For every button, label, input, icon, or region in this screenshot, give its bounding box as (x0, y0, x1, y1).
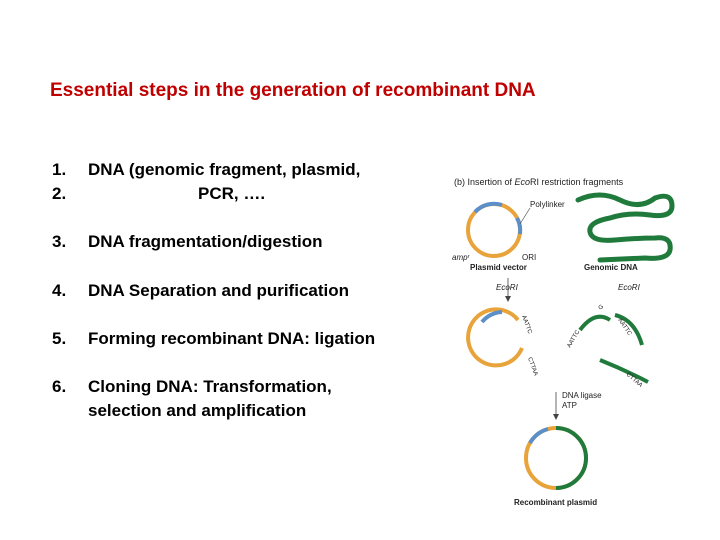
sticky-end-label: CTTAA (624, 371, 644, 389)
step-number: 6. (52, 377, 67, 396)
step-text: Forming recombinant DNA: ligation (88, 329, 376, 348)
step-6-continuation: selection and amplification (88, 401, 307, 420)
polylinker-leader (520, 208, 530, 224)
recombinant-plasmid-label: Recombinant plasmid (514, 498, 598, 507)
sticky-end-label: AATTC (616, 317, 633, 337)
ori-label: ORI (522, 253, 537, 262)
step-number: 3. (52, 232, 67, 251)
cut-plasmid (468, 309, 522, 365)
amp-label: ampʳ (452, 253, 470, 262)
step-1 (52, 160, 360, 180)
step-2 (52, 184, 265, 204)
step-3 (52, 232, 323, 252)
step-text: DNA Separation and purification (88, 281, 350, 300)
step-text: PCR, …. (198, 184, 266, 203)
polylinker-label: Polylinker (530, 200, 565, 209)
ligase-label: DNA ligase (562, 391, 602, 400)
slide-title: Essential steps in the generation of recombinant DNA (50, 80, 536, 101)
sticky-end-label: AATTC (520, 314, 533, 335)
sticky-end-label: AATTC (566, 329, 582, 349)
recombinant-plasmid (526, 428, 586, 488)
step-text: DNA (genomic fragment, plasmid, (88, 160, 361, 179)
genomic-dna-label: Genomic DNA (584, 263, 638, 272)
step-4 (52, 281, 349, 301)
step-number: 4. (52, 281, 67, 300)
ecori-left-label: EcoRI (496, 283, 518, 292)
step-6 (52, 377, 332, 397)
step-number: 5. (52, 329, 67, 348)
sticky-end-label: G (597, 304, 605, 312)
step-5 (52, 329, 375, 349)
cut-plasmid-arc (468, 309, 522, 365)
figure-heading: (b) Insertion of EcoRI restriction fragments (454, 177, 624, 187)
sticky-end-label: CTTAA (526, 356, 539, 377)
ecori-left-arrowhead (505, 296, 511, 302)
step-number: 2. (52, 184, 67, 203)
genomic-dna-strand (578, 195, 672, 260)
plasmid-vector-label: Plasmid vector (470, 263, 527, 272)
ligase-arrowhead (553, 414, 559, 420)
step-text: DNA fragmentation/digestion (88, 232, 323, 251)
recombinant-plasmid-ori-segment (530, 429, 548, 443)
recombinant-plasmid-insert (556, 428, 586, 488)
step-number: 1. (52, 160, 67, 179)
genomic-fragment (580, 317, 610, 330)
genomic-fragment (600, 360, 648, 382)
plasmid-vector-ori-segment (475, 204, 502, 212)
step-text: Cloning DNA: Transformation, (88, 377, 332, 396)
ecori-right-label: EcoRI (618, 283, 640, 292)
ligase-atp-label: ATP (562, 401, 577, 410)
recombinant-dna-figure (450, 170, 720, 530)
plasmid-vector (468, 204, 520, 256)
plasmid-vector-polylinker-segment (517, 218, 520, 234)
